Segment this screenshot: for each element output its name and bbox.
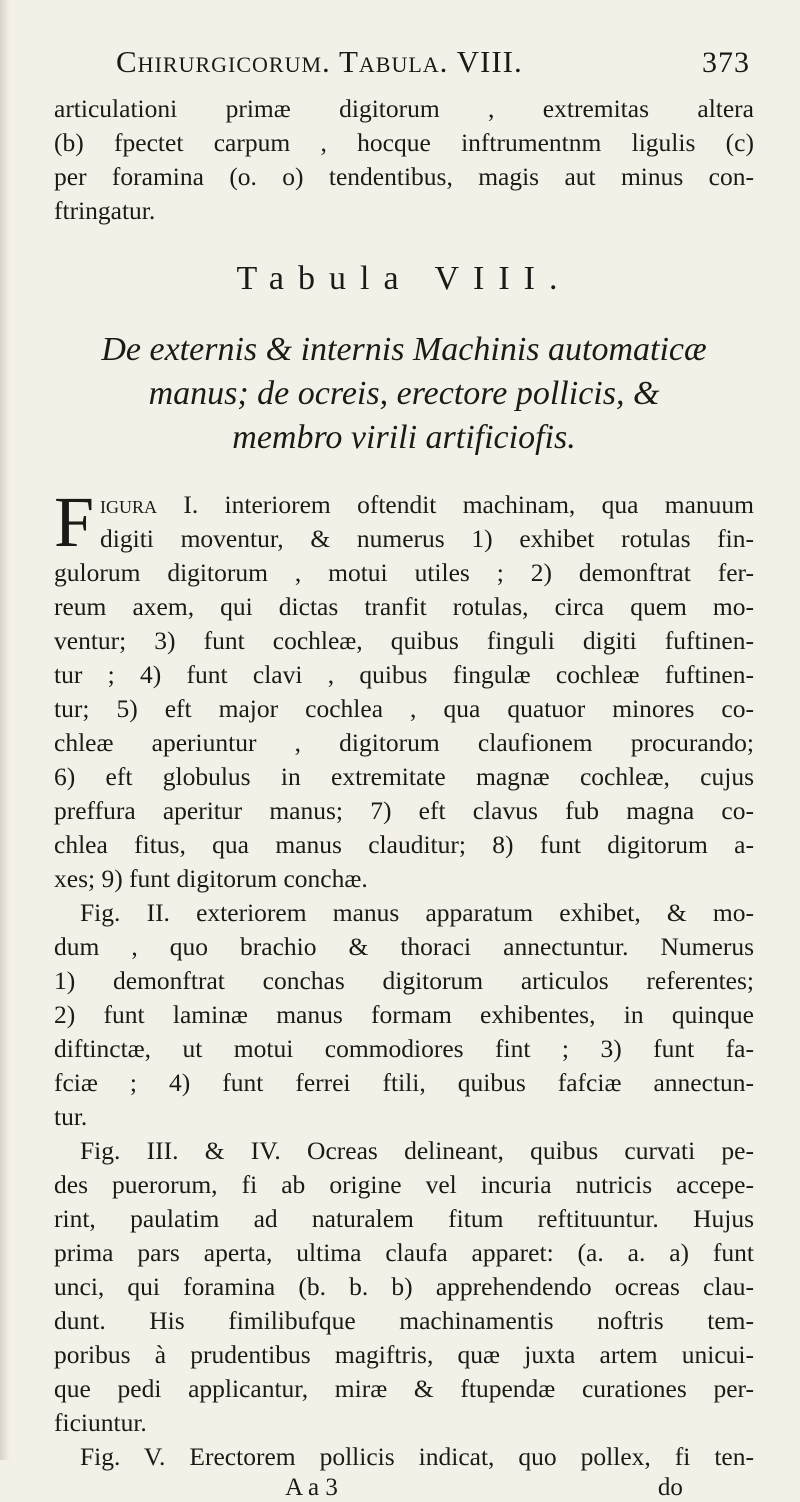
gutter-shadow <box>0 0 10 1460</box>
signature-mark: A a 3 <box>285 1474 338 1501</box>
page-footer <box>54 1474 754 1502</box>
figure-1-paragraph <box>54 482 754 896</box>
text-line: dunt. His fimilibufque machinamentis noftris tem- <box>54 1306 754 1335</box>
text-line: des puerorum, fi ab origine vel incuria nutricis accepe- <box>54 1170 754 1199</box>
text-line: dum , quo brachio & thoraci annectuntur. Numerus <box>54 932 754 961</box>
text-line: fciæ ; 4) funt ferrei ftili, quibus fafciæ annectun- <box>54 1068 754 1097</box>
running-head <box>54 44 754 80</box>
intro-paragraph <box>54 92 754 228</box>
text-line: chleæ aperiuntur , digitorum claufionem procurando; <box>54 728 754 757</box>
text-line: unci, qui foramina (b. b. b) apprehendendo ocreas clau- <box>54 1272 754 1301</box>
subtitle-line: manus; de ocreis, erectore pollicis, & <box>148 375 660 412</box>
drop-cap: F <box>54 482 95 562</box>
text-line: 2) funt laminæ manus formam exhibentes, in quinque <box>54 1000 754 1029</box>
figure-1-label: igura I. <box>100 490 199 519</box>
text-line: (b) fpectet carpum , hocque inftrumentnm ligulis (c) <box>54 128 754 157</box>
page-number: 373 <box>702 46 750 79</box>
figure-5-paragraph <box>54 1440 754 1474</box>
text-line: tur ; 4) funt clavi , quibus fingulæ cochleæ fuftinen- <box>54 660 754 689</box>
text-line: Fig. II. exteriorem manus apparatum exhibet, & mo- <box>80 898 754 927</box>
text-line: rint, paulatim ad naturalem fitum reftituuntur. Hujus <box>54 1204 754 1233</box>
text-line: reum axem, qui dictas tranfit rotulas, circa quem mo- <box>54 592 754 621</box>
text-line: Fig. III. & IV. Ocreas delineant, quibus curvati pe- <box>80 1136 754 1165</box>
text-line <box>54 488 754 522</box>
text-line: poribus à prudentibus magiftris, quæ juxta artem unicui- <box>54 1340 754 1369</box>
subtitle-line: De externis & internis Machinis automaticæ <box>101 331 707 368</box>
text-line: prima pars aperta, ultima claufa apparet: (a. a. a) funt <box>54 1238 754 1267</box>
text-line: 6) eft globulus in extremitate magnæ cochleæ, cujus <box>54 762 754 791</box>
figure-3-4-paragraph <box>54 1134 754 1440</box>
text-line: articulationi primæ digitorum , extremitas altera <box>54 94 754 123</box>
figure-2-paragraph <box>54 896 754 1134</box>
text-line: ficiuntur. <box>54 1408 147 1437</box>
running-head-title: Chirurgicorum. Tabula. VIII. <box>116 44 523 79</box>
text-line: ftringatur. <box>54 196 156 225</box>
text-fragment: interiorem oftendit machinam, qua manuum <box>198 490 754 519</box>
text-line: preffura aperitur manus; 7) eft clavus fub magna co- <box>54 796 754 825</box>
text-line: ventur; 3) funt cochleæ, quibus finguli digiti fuftinen- <box>54 626 754 655</box>
text-line: diftinctæ, ut motui commodiores fint ; 3) funt fa- <box>54 1034 754 1063</box>
text-line: digiti moventur, & numerus 1) exhibet rotulas fin- <box>100 524 754 553</box>
text-line: Fig. V. Erectorem pollicis indicat, quo pollex, fi ten- <box>80 1442 754 1471</box>
text-line: xes; 9) funt digitorum conchæ. <box>54 864 368 893</box>
text-line: tur; 5) eft major cochlea , qua quatuor minores co- <box>54 694 754 723</box>
tabula-heading: Tabula VIII. <box>236 260 572 297</box>
text-line: gulorum digitorum , motui utiles ; 2) demonftrat fer- <box>54 558 754 587</box>
text-line: 1) demonftrat conchas digitorum articulos referentes; <box>54 966 754 995</box>
text-line: tur. <box>54 1102 88 1131</box>
catchword: do <box>657 1474 683 1501</box>
text-line: chlea fitus, qua manus clauditur; 8) funt digitorum a- <box>54 830 754 859</box>
text-line: que pedi applicantur, miræ & ftupendæ curationes per- <box>54 1374 754 1403</box>
subtitle-line: membro virili artificiofis. <box>232 419 576 456</box>
text-line: per foramina (o. o) tendentibus, magis aut minus con- <box>54 162 754 191</box>
section-subtitle <box>54 328 754 460</box>
